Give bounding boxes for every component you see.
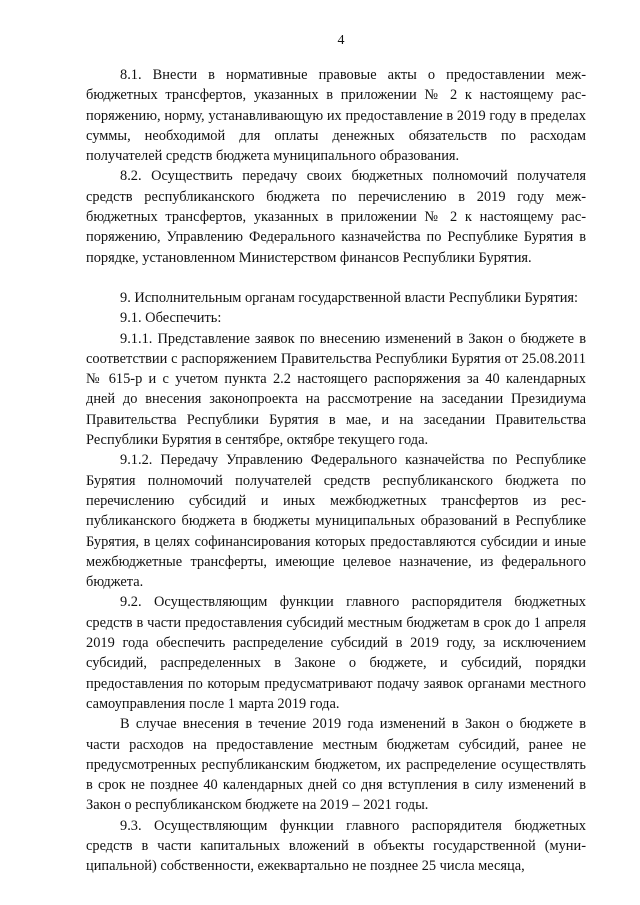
paragraph-9-2-continued: В случае внесения в течение 2019 года изменений в Закон о бюджете в части расходов на предоставление местным бюджетам субсидий, ранее не предусмотренных республиканским бюджетом, их распределение осуществлять в срок не позднее 40 календарных дней со дня вступления в силу изменений в Закон о республиканском бюджете на 2019 – 2021 годы. xyxy=(86,716,586,814)
page-number: 4 xyxy=(337,33,345,48)
paragraph-9: 9. Исполнительным органам государственной власти Республики Бурятия: xyxy=(120,289,579,306)
paragraph-9-1-2: 9.1.2. Передачу Управлению Федерального казначейства по Республике Бурятия полномочий получателей средств республиканского бюджета по перечислению субсидий и иных межбюджетных трансфертов из республиканского бюджета в бюджеты муниципальных образований в Республике Бурятия, в целях софинансирования которых предоставляются субсидии и иные межбюджетные трансферты, имеющие целевое назначение, из федерального бюджета. xyxy=(86,452,586,591)
section-spacer xyxy=(86,268,586,288)
paragraph-9-2: 9.2. Осуществляющим функции главного распорядителя бюджетных средств в части предоставления субсидий местным бюджетам в срок до 1 апреля 2019 года обеспечить распределение субсидий в 2019 году, за исключением субсидий, распределенных в Законе о бюджете, и субсидий, порядки предоставления по которым предусматривают подачу заявок органами местного самоуправления после 1 марта 2019 года. xyxy=(86,594,586,712)
paragraph-8-2: 8.2. Осуществить передачу своих бюджетных полномочий получателя средств республиканского бюджета по перечислению в 2019 году межбюджетных трансфертов, указанных в приложении № 2 к настоящему распоряжению, Управлению Федерального казначейства по Республике Бурятия в порядке, установленном Министерством финансов Республики Бурятия. xyxy=(86,168,586,266)
paragraph-8-1: 8.1. Внести в нормативные правовые акты о предоставлении межбюджетных трансфертов, указанных в приложении № 2 к настоящему распоряжению, норму, устанавливающую их предоставление в 2019 году в пределах суммы, необходимой для оплаты денежных обязательств по расходам получателей средств бюджета муниципального образования. xyxy=(86,67,586,165)
paragraph-9-1: 9.1. Обеспечить: xyxy=(120,310,222,327)
paragraph-9-3: 9.3. Осуществляющим функции главного распорядителя бюджетных средств в части капитальных вложений в объекты государственной (муниципальной) собственности, ежеквартально не позднее 25 числа месяца, xyxy=(86,817,586,875)
paragraph-9-1-1: 9.1.1. Представление заявок по внесению изменений в Закон о бюджете в соответствии с распоряжением Правительства Республики Бурятия от 25.08.2011 № 615-р и с учетом пункта 2.2 настоящего распоряжения за 40 календарных дней до внесения законопроекта на рассмотрение на заседании Президиума Правительства Республики Бурятия в мае, и на заседании Правительства Республики Бурятия в сентябре, октябре текущего года. xyxy=(86,330,586,449)
